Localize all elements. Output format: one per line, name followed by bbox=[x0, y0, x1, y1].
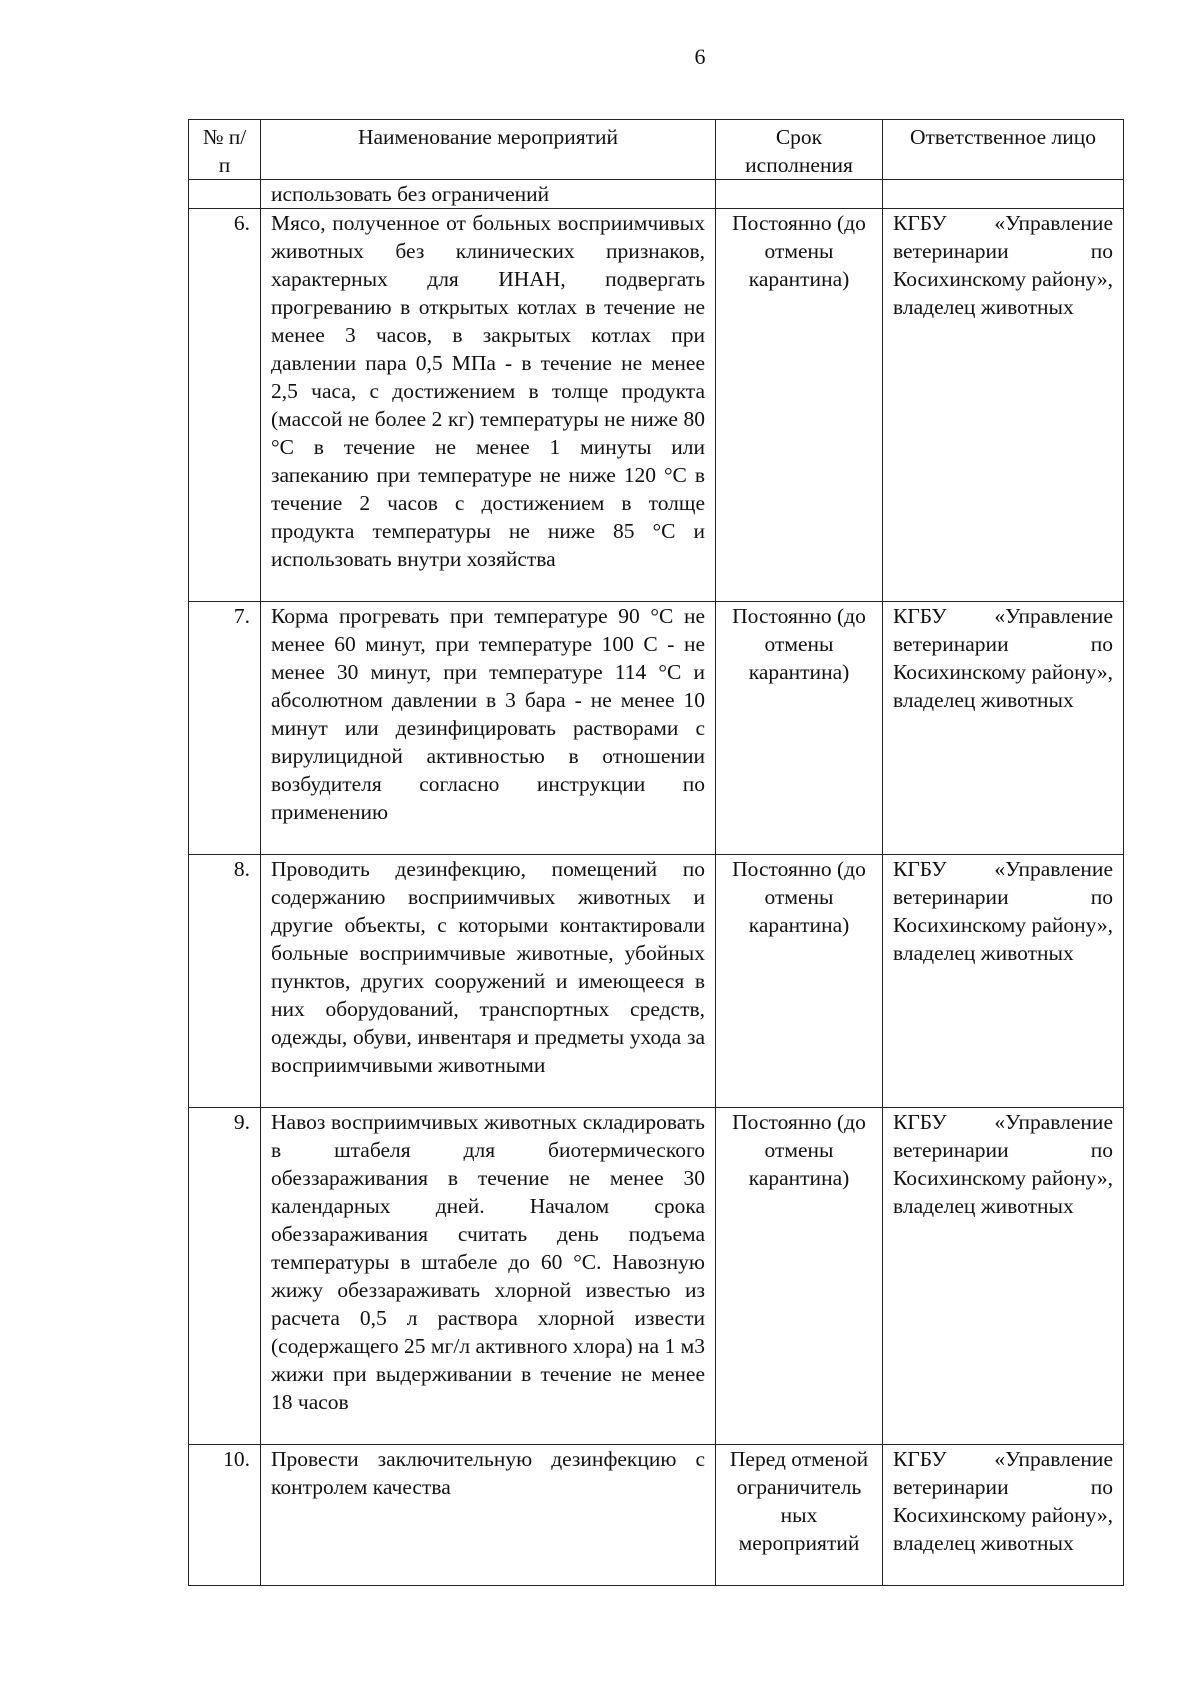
cell-num: 6. bbox=[189, 209, 261, 602]
cell-num: 8. bbox=[189, 855, 261, 1108]
cell-term: Постоянно (до отмены карантина) bbox=[716, 209, 883, 602]
cell-num: 9. bbox=[189, 1108, 261, 1445]
cell-term: Постоянно (до отмены карантина) bbox=[716, 855, 883, 1108]
cell-term: Постоянно (до отмены карантина) bbox=[716, 1108, 883, 1445]
cell-name: Проводить дезинфекцию, помещений по содержанию восприимчивых животных и другие объекты, с которыми контактировали больные восприимчивые животные, убойных пунктов, других сооружений и имеющееся в них оборудований, транспортных средств, одежды, обуви, инвентаря и предметы ухода за восприимчивыми животными bbox=[261, 855, 716, 1108]
cell-responsible: КГБУ «Управление ветеринарии по Косихинскому району», владелец животных bbox=[883, 1445, 1124, 1586]
table-header-row bbox=[189, 120, 1124, 180]
measures-table bbox=[188, 119, 1124, 1586]
cell-num bbox=[189, 180, 261, 209]
cell-name: Корма прогревать при температуре 90 °С не менее 60 минут, при температуре 100 С - не менее 30 минут, при температуре 114 °С и абсолютном давлении в 3 бара - не менее 10 минут или дезинфицировать растворами с вирулицидной активностью в отношении возбудителя согласно инструкции по применению bbox=[261, 602, 716, 855]
cell-term: Постоянно (до отмены карантина) bbox=[716, 602, 883, 855]
cell-responsible: КГБУ «Управление ветеринарии по Косихинскому району», владелец животных bbox=[883, 855, 1124, 1108]
header-term: Срок исполнения bbox=[716, 120, 883, 180]
cell-name: использовать без ограничений bbox=[261, 180, 716, 209]
cell-num: 7. bbox=[189, 602, 261, 855]
table-row bbox=[189, 1108, 1124, 1445]
table-row bbox=[189, 209, 1124, 602]
page-number: 6 bbox=[694, 44, 706, 69]
cell-responsible bbox=[883, 180, 1124, 209]
cell-term: Перед отменой ограничитель ных мероприятий bbox=[716, 1445, 883, 1586]
cell-num: 10. bbox=[189, 1445, 261, 1586]
cell-name: Мясо, полученное от больных восприимчивых животных без клинических признаков, характерных для ИНАН, подвергать прогреванию в открытых котлах в течение не менее 3 часов, в закрытых котлах при давлении пара 0,5 МПа - в течение не менее 2,5 часа, с достижением в толще продукта (массой не более 2 кг) температуры не ниже 80 °С в течение не менее 1 минуты или запеканию при температуре не ниже 120 °С в течение 2 часов с достижением в толще продукта температуры не ниже 85 °С и использовать внутри хозяйства bbox=[261, 209, 716, 602]
header-name: Наименование мероприятий bbox=[261, 120, 716, 180]
table-row-continuation bbox=[189, 180, 1124, 209]
cell-responsible: КГБУ «Управление ветеринарии по Косихинскому району», владелец животных bbox=[883, 209, 1124, 602]
table-row bbox=[189, 855, 1124, 1108]
cell-term bbox=[716, 180, 883, 209]
header-num: № п/п bbox=[189, 120, 261, 180]
table-row bbox=[189, 1445, 1124, 1586]
cell-responsible: КГБУ «Управление ветеринарии по Косихинскому району», владелец животных bbox=[883, 602, 1124, 855]
cell-responsible: КГБУ «Управление ветеринарии по Косихинскому району», владелец животных bbox=[883, 1108, 1124, 1445]
table-row bbox=[189, 602, 1124, 855]
cell-name: Навоз восприимчивых животных складировать в штабеля для биотермического обеззараживания в течение не менее 30 календарных дней. Началом срока обеззараживания считать день подъема температуры в штабеле до 60 °С. Навозную жижу обеззараживать хлорной известью из расчета 0,5 л раствора хлорной извести (содержащего 25 мг/л активного хлора) на 1 м3 жижи при выдерживании в течение не менее 18 часов bbox=[261, 1108, 716, 1445]
cell-name: Провести заключительную дезинфекцию с контролем качества bbox=[261, 1445, 716, 1586]
header-responsible: Ответственное лицо bbox=[883, 120, 1124, 180]
